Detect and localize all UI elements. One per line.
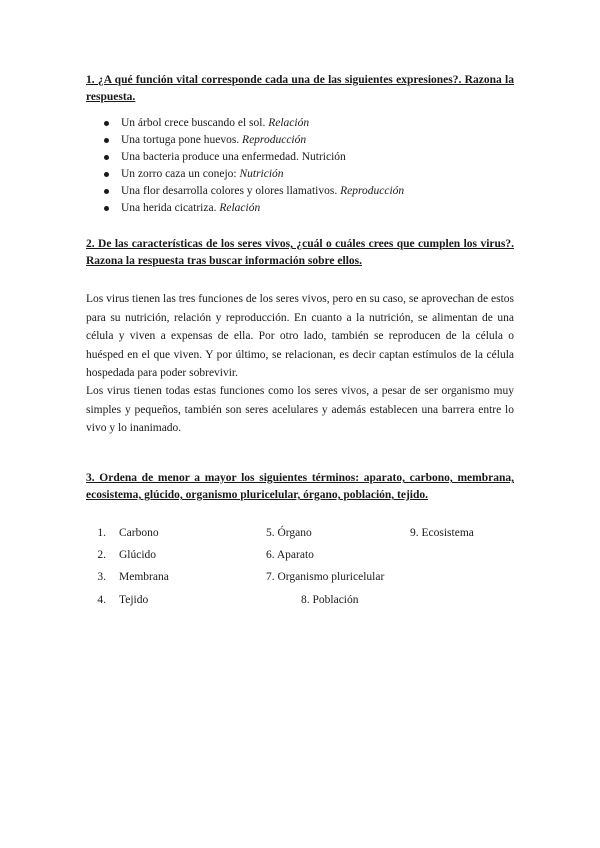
- bullet-icon: [104, 138, 109, 143]
- list-item: 7. Organismo pluricelular: [266, 571, 385, 583]
- bullet-icon: [104, 206, 109, 211]
- question-2-title: 2. De las características de los seres vivos, ¿cuál o cuáles crees que cumplen los virus?. Razona la respuesta tras buscar información sobre ellos.: [86, 238, 514, 267]
- question-1-answers: [104, 115, 404, 217]
- question-2-paragraph-2: Los virus tienen todas estas funciones como los seres vivos, a pesar de ser organismo muy simples y pequeños, también son seres acelulares y además establecen una barrera entre lo vivo y lo inanimado.: [86, 385, 514, 434]
- bullet-icon: [104, 121, 109, 126]
- list-item: 3. Membrana: [97, 571, 169, 583]
- list-item: Una herida cicatriza. Relación: [104, 200, 404, 217]
- list-item: 2. Glúcido: [97, 549, 157, 561]
- question-1-title: 1. ¿A qué función vital corresponde cada una de las siguientes expresiones?. Razona la respuesta.: [86, 74, 514, 103]
- bullet-icon: [104, 155, 109, 160]
- question-3-ordered-list: [86, 525, 516, 615]
- list-item: 6. Aparato: [266, 549, 314, 561]
- list-item: Un árbol crece buscando el sol. Relación: [104, 115, 404, 132]
- list-item: 9. Ecosistema: [410, 527, 474, 539]
- list-item: Una bacteria produce una enfermedad. Nutrición: [104, 149, 404, 166]
- bullet-icon: [104, 189, 109, 194]
- question-2-paragraph-1: Los virus tienen las tres funciones de los seres vivos, pero en su caso, se aprovechan de estos para su nutrición, relación y reproducción. En cuanto a la nutrición, se alimentan de una célula y viven a expensas de ella. Por otro lado, también se reproducen de la célula o huésped en el que viven. Y por último, se relacionan, es decir captan estímulos de la célula hospedada para poder sobrevivir.: [86, 293, 514, 379]
- list-item: 1. Carbono: [97, 527, 159, 539]
- list-item: 5. Órgano: [266, 527, 312, 539]
- list-item: 4. Tejido: [97, 594, 149, 606]
- list-item: Una tortuga pone huevos. Reproducción: [104, 132, 404, 149]
- list-item: 8. Población: [301, 594, 359, 606]
- list-item: Un zorro caza un conejo: Nutrición: [104, 166, 404, 183]
- list-item: Una flor desarrolla colores y olores llamativos. Reproducción: [104, 183, 404, 200]
- question-3-title: 3. Ordena de menor a mayor los siguientes términos: aparato, carbono, membrana, ecosistema, glúcido, organismo pluricelular, órgano, población, tejido.: [86, 472, 514, 501]
- bullet-icon: [104, 172, 109, 177]
